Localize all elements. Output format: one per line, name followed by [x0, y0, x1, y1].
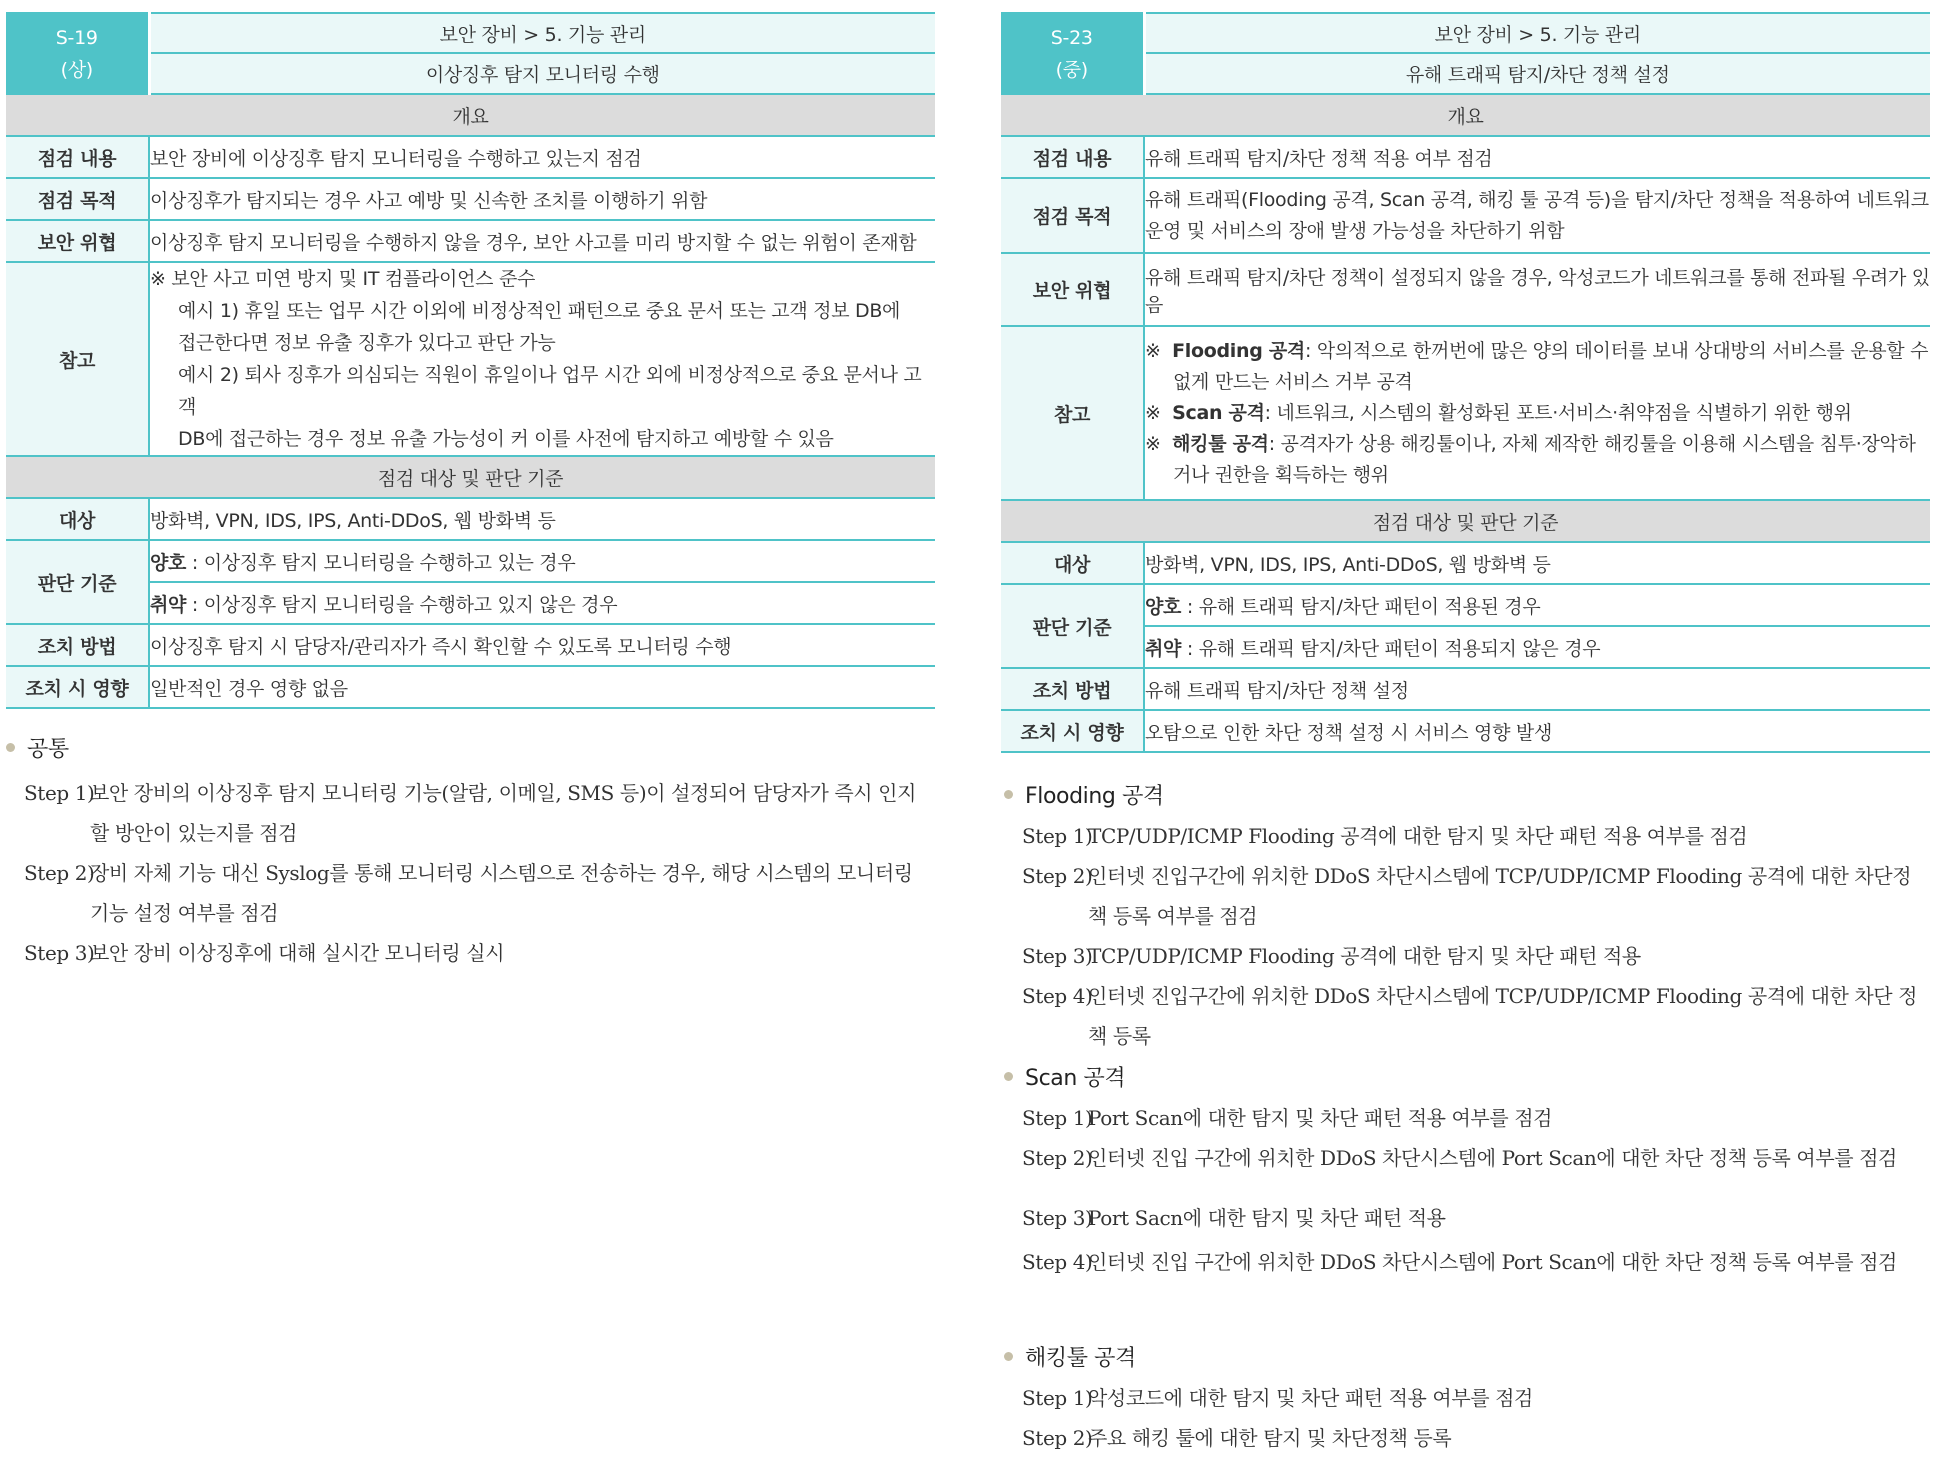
bullet-icon: [6, 743, 15, 752]
checklist-card-s23: [1001, 12, 1930, 753]
section-title: 해킹툴 공격: [1025, 1345, 1136, 1371]
step-text: 주요 해킹 툴에 대한 탐지 및 차단정책 등록: [1088, 1426, 1452, 1450]
row-security-threat: [6, 220, 935, 262]
row-value: 보안 장비에 이상징후 탐지 모니터링을 수행하고 있는지 점검: [149, 136, 935, 178]
step-text: 보안 장비 이상징후에 대해 실시간 모니터링 실시: [90, 941, 505, 965]
step-text: 장비 자체 기능 대신 Syslog를 통해 모니터링 시스템으로 전송하는 경우, 해당 시스템의 모니터링 기능 설정 여부를 점검: [90, 861, 913, 925]
step-number: Step 3): [1022, 1206, 1093, 1230]
row-value: 유해 트래픽(Flooding 공격, Scan 공격, 해킹 툴 공격 등)을 탐지/차단 정책을 적용하여 네트워크 운영 및 서비스의 장애 발생 가능성을 차단하기 위함: [1144, 178, 1930, 253]
step-number: Step 2): [1022, 864, 1093, 888]
step-item: [24, 773, 926, 853]
good-key: 양호: [1145, 595, 1182, 618]
procedure-flooding: [1004, 778, 1924, 1056]
bullet-icon: [1004, 1352, 1013, 1361]
section-heading: [1004, 1340, 1924, 1372]
reference-content: [149, 262, 935, 456]
procedure-scan: [1004, 1060, 1924, 1282]
reference-line: DB에 접근하는 경우 정보 유출 가능성이 커 이를 사전에 탐지하고 예방할 수 있음: [178, 428, 834, 450]
section-heading: [6, 731, 926, 763]
item-title: 이상징후 탐지 모니터링 수행: [149, 53, 935, 94]
row-value: 이상징후가 탐지되는 경우 사고 예방 및 신속한 조치를 이행하기 위함: [149, 178, 935, 220]
item-code: S-19: [55, 26, 98, 49]
reference-line: 접근한다면 정보 유출 징후가 있다고 판단 가능: [178, 332, 556, 354]
item-code-cell: [6, 13, 149, 94]
step-number: Step 2): [24, 861, 95, 885]
reference-mark: ※: [1145, 339, 1161, 362]
step-item: [24, 853, 926, 933]
row-label: 점검 내용: [1001, 136, 1144, 178]
bullet-icon: [1004, 790, 1013, 799]
step-text: 인터넷 진입구간에 위치한 DDoS 차단시스템에 TCP/UDP/ICMP Flooding 공격에 대한 차단 정책 등록: [1088, 984, 1918, 1048]
row-value: 유해 트래픽 탐지/차단 정책 설정: [1144, 668, 1930, 710]
step-number: Step 1): [1022, 1386, 1093, 1410]
step-number: Step 1): [24, 781, 95, 805]
step-number: Step 2): [1022, 1146, 1093, 1170]
step-number: Step 4): [1022, 1250, 1093, 1274]
procedure-hacking-tool: [1004, 1340, 1924, 1458]
row-label: 참고: [1001, 326, 1144, 500]
judgement-bad: [149, 582, 935, 624]
reference-line: 예시 2) 퇴사 징후가 의심되는 직원이 휴일이나 업무 시간 외에 비정상적으로 중요 문서나 고객: [178, 364, 922, 418]
row-label: 조치 시 영향: [6, 666, 149, 708]
row-value: 일반적인 경우 영향 없음: [149, 666, 935, 708]
category-path: 보안 장비 > 5. 기능 관리: [1144, 13, 1930, 53]
spec-table: [6, 12, 935, 709]
row-action: [1001, 668, 1930, 710]
reference-text: : 악의적으로 한꺼번에 많은 양의 데이터를 보내 상대방의 서비스를 운용할 수 없게 만드는 서비스 거부 공격: [1173, 339, 1929, 393]
step-text: 인터넷 진입 구간에 위치한 DDoS 차단시스템에 Port Scan에 대한 차단 정책 등록 여부를 점검: [1088, 1250, 1897, 1274]
step-number: Step 3): [24, 941, 95, 965]
row-value: 유해 트래픽 탐지/차단 정책이 설정되지 않을 경우, 악성코드가 네트워크를 통해 전파될 우려가 있음: [1144, 253, 1930, 326]
reference-content: [1144, 326, 1930, 500]
item-title: 유해 트래픽 탐지/차단 정책 설정: [1144, 53, 1930, 94]
step-number: Step 2): [1022, 1426, 1093, 1450]
row-security-threat: [1001, 253, 1930, 326]
step-item: [1022, 856, 1924, 936]
step-item: [1022, 1138, 1924, 1178]
row-check-purpose: [1001, 178, 1930, 253]
item-level: (상): [60, 58, 93, 81]
section-heading: [1004, 1060, 1924, 1092]
row-label: 점검 목적: [6, 178, 149, 220]
good-text: : 이상징후 탐지 모니터링을 수행하고 있는 경우: [186, 551, 576, 574]
step-item: [1022, 1198, 1924, 1238]
row-action: [6, 624, 935, 666]
row-label: 판단 기준: [6, 540, 149, 624]
row-label: 보안 위협: [1001, 253, 1144, 326]
criteria-header: 점검 대상 및 판단 기준: [1001, 500, 1930, 542]
row-label: 참고: [6, 262, 149, 456]
criteria-header: 점검 대상 및 판단 기준: [6, 456, 935, 498]
row-label: 점검 내용: [6, 136, 149, 178]
procedure-common: [6, 731, 926, 973]
row-reference: [6, 262, 935, 456]
judgement-bad: [1144, 626, 1930, 668]
good-text: : 유해 트래픽 탐지/차단 패턴이 적용된 경우: [1181, 595, 1541, 618]
checklist-card-s19: [6, 12, 935, 709]
row-reference: [1001, 326, 1930, 500]
row-check-content: [1001, 136, 1930, 178]
reference-item: [1145, 398, 1930, 429]
step-item: [1022, 936, 1924, 976]
row-label: 조치 방법: [1001, 668, 1144, 710]
step-item: [1022, 1242, 1924, 1282]
row-target: [6, 498, 935, 540]
reference-line: ※ 보안 사고 미연 방지 및 IT 컴플라이언스 준수: [150, 268, 536, 290]
bad-key: 취약: [150, 593, 187, 616]
item-level: (중): [1055, 58, 1088, 81]
spec-table: [1001, 12, 1930, 753]
row-label: 대상: [6, 498, 149, 540]
reference-line: 예시 1) 휴일 또는 업무 시간 이외에 비정상적인 패턴으로 중요 문서 또는 고객 정보 DB에: [178, 300, 901, 322]
section-title: 공통: [27, 736, 69, 762]
row-impact: [1001, 710, 1930, 752]
step-text: 인터넷 진입구간에 위치한 DDoS 차단시스템에 TCP/UDP/ICMP Flooding 공격에 대한 차단정 책 등록 여부를 점검: [1088, 864, 1912, 928]
reference-key: 해킹툴 공격: [1172, 432, 1269, 455]
bullet-icon: [1004, 1072, 1013, 1081]
step-text: TCP/UDP/ICMP Flooding 공격에 대한 탐지 및 차단 패턴 적용: [1088, 944, 1641, 968]
row-judgement-good: [1001, 584, 1930, 626]
row-value: 이상징후 탐지 시 담당자/관리자가 즉시 확인할 수 있도록 모니터링 수행: [149, 624, 935, 666]
step-item: [1022, 976, 1924, 1056]
reference-mark: ※: [1145, 432, 1161, 455]
row-value: 방화벽, VPN, IDS, IPS, Anti-DDoS, 웹 방화벽 등: [149, 498, 935, 540]
judgement-good: [1144, 584, 1930, 626]
step-text: 인터넷 진입 구간에 위치한 DDoS 차단시스템에 Port Scan에 대한 차단 정책 등록 여부를 점검: [1088, 1146, 1897, 1170]
item-code: S-23: [1050, 26, 1093, 49]
step-number: Step 1): [1022, 1106, 1093, 1130]
overview-header: 개요: [6, 94, 935, 136]
reference-key: Scan 공격: [1172, 401, 1265, 424]
reference-text: : 네트워크, 시스템의 활성화된 포트·서비스·취약점을 식별하기 위한 행위: [1264, 401, 1852, 424]
good-key: 양호: [150, 551, 187, 574]
reference-mark: ※: [1145, 401, 1161, 424]
reference-item: [1145, 336, 1930, 398]
step-list: [1004, 1098, 1924, 1282]
item-code-cell: [1001, 13, 1144, 94]
category-path: 보안 장비 > 5. 기능 관리: [149, 13, 935, 53]
bad-text: : 이상징후 탐지 모니터링을 수행하고 있지 않은 경우: [186, 593, 618, 616]
row-check-content: [6, 136, 935, 178]
row-label: 보안 위협: [6, 220, 149, 262]
row-label: 조치 방법: [6, 624, 149, 666]
section-title: Scan 공격: [1025, 1065, 1126, 1091]
step-list: [1004, 1378, 1924, 1458]
overview-header: 개요: [1001, 94, 1930, 136]
step-text: Port Sacn에 대한 탐지 및 차단 패턴 적용: [1088, 1206, 1446, 1230]
section-heading: [1004, 778, 1924, 810]
reference-key: Flooding 공격: [1172, 339, 1305, 362]
judgement-good: [149, 540, 935, 582]
row-label: 조치 시 영향: [1001, 710, 1144, 752]
row-value: 방화벽, VPN, IDS, IPS, Anti-DDoS, 웹 방화벽 등: [1144, 542, 1930, 584]
step-text: 보안 장비의 이상징후 탐지 모니터링 기능(알람, 이메일, SMS 등)이 설정되어 담당자가 즉시 인지할 방안이 있는지를 점검: [90, 781, 917, 845]
step-number: Step 3): [1022, 944, 1093, 968]
step-item: [1022, 1098, 1924, 1138]
reference-text: : 공격자가 상용 해킹툴이나, 자체 제작한 해킹툴을 이용해 시스템을 침투·장악하거나 권한을 획득하는 행위: [1173, 432, 1916, 486]
row-label: 점검 목적: [1001, 178, 1144, 253]
step-item: [1022, 816, 1924, 856]
reference-item: [1145, 429, 1930, 491]
section-title: Flooding 공격: [1025, 783, 1164, 809]
row-impact: [6, 666, 935, 708]
step-item: [1022, 1378, 1924, 1418]
row-label: 판단 기준: [1001, 584, 1144, 668]
bad-text: : 유해 트래픽 탐지/차단 패턴이 적용되지 않은 경우: [1181, 637, 1601, 660]
step-item: [1022, 1418, 1924, 1458]
row-judgement-good: [6, 540, 935, 582]
bad-key: 취약: [1145, 637, 1182, 660]
row-check-purpose: [6, 178, 935, 220]
step-list: [1004, 816, 1924, 1056]
step-item: [24, 933, 926, 973]
step-number: Step 1): [1022, 824, 1093, 848]
row-target: [1001, 542, 1930, 584]
row-value: 이상징후 탐지 모니터링을 수행하지 않을 경우, 보안 사고를 미리 방지할 수 없는 위험이 존재함: [149, 220, 935, 262]
row-value: 오탐으로 인한 차단 정책 설정 시 서비스 영향 발생: [1144, 710, 1930, 752]
step-text: TCP/UDP/ICMP Flooding 공격에 대한 탐지 및 차단 패턴 적용 여부를 점검: [1088, 824, 1748, 848]
row-label: 대상: [1001, 542, 1144, 584]
step-number: Step 4): [1022, 984, 1093, 1008]
step-list: [6, 773, 926, 973]
row-value: 유해 트래픽 탐지/차단 정책 적용 여부 점검: [1144, 136, 1930, 178]
step-text: Port Scan에 대한 탐지 및 차단 패턴 적용 여부를 점검: [1088, 1106, 1553, 1130]
step-text: 악성코드에 대한 탐지 및 차단 패턴 적용 여부를 점검: [1088, 1386, 1533, 1410]
